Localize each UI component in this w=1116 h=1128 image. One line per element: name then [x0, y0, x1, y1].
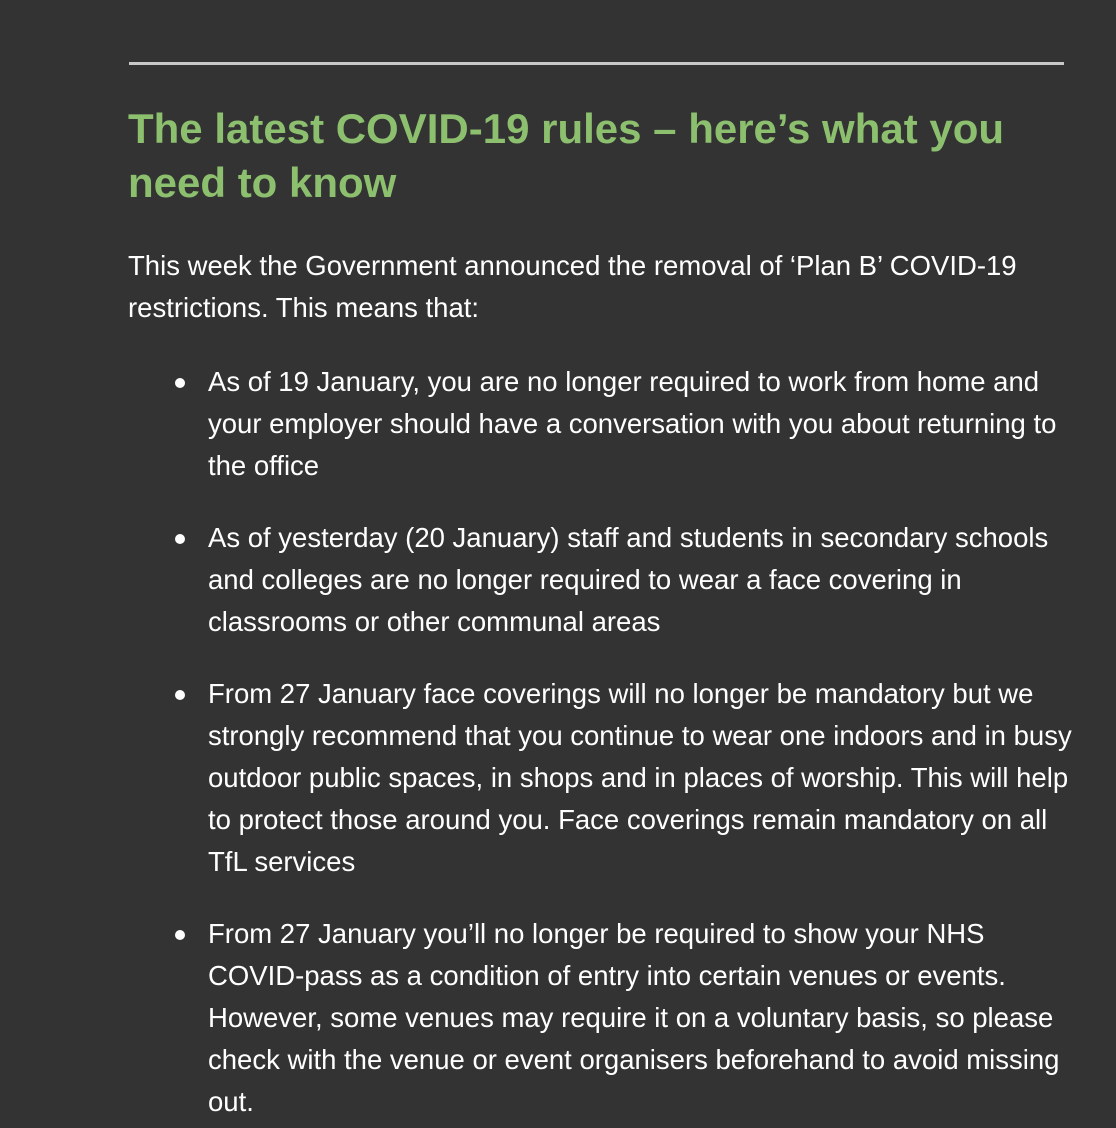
intro-paragraph: This week the Government announced the removal of ‘Plan B’ COVID-19 restrictions. This means that: — [128, 250, 1017, 323]
bullet-icon — [175, 930, 185, 940]
bullet-icon — [175, 378, 185, 388]
rules-list — [208, 361, 1078, 1128]
list-item-text: From 27 January face coverings will no longer be mandatory but we strongly recommend that you continue to wear one indoors and in busy outdoor public spaces, in shops and in places of worship. This will help to protect those around you. Face coverings remain mandatory on all TfL services — [208, 678, 1072, 877]
list-item — [208, 673, 1078, 883]
list-item — [208, 517, 1078, 643]
list-item — [208, 913, 1078, 1123]
list-item-text: As of yesterday (20 January) staff and students in secondary schools and colleges are no longer required to wear a face covering in classrooms or other communal areas — [208, 522, 1049, 637]
bullet-icon — [175, 690, 185, 700]
list-item-text: As of 19 January, you are no longer required to work from home and your employer should have a conversation with you about returning to the office — [208, 366, 1057, 481]
list-item-text: From 27 January you’ll no longer be required to show your NHS COVID-pass as a condition of entry into certain venues or events. However, some venues may require it on a voluntary basis, so please check with the venue or event organisers beforehand to avoid missing out. — [208, 918, 1060, 1117]
horizontal-divider — [129, 62, 1064, 65]
bullet-icon — [175, 534, 185, 544]
article-title: The latest COVID-19 rules – here’s what you need to know — [128, 105, 1005, 206]
list-item — [208, 361, 1078, 487]
